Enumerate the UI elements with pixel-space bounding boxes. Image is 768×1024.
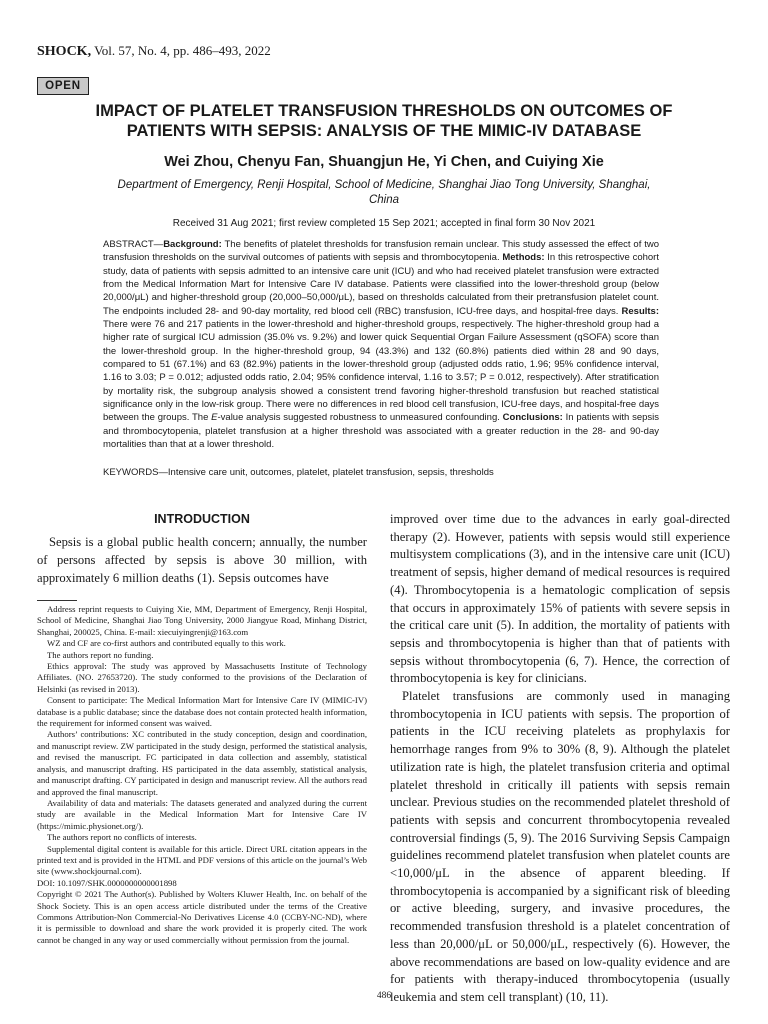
footnote-cofirst: WZ and CF are co-first authors and contributed equally to this work. [47,638,286,649]
footnote-contributions: Authors’ contributions: XC contributed in the study conception, design and coordination, and manuscript review. ZW participated in the study design, performed the statistical analysis, and revised the manuscript. FC participated in data collection and assembly, statistical analysis, and manuscript drafting. HS participated in the data assembly, statistical analysis, and manuscript drafting. CY participated in design and manuscript review. All the authors read and approved the final manuscript. [37,729,367,797]
section-heading: INTRODUCTION [154,512,250,526]
footnote-ethics: Ethics approval: The study was approved by Massachusetts Institute of Technology Affiliates. (NO. 27653720). The study conformed to the provisions of the Declaration of Helsinki (as revised in 2013). [37,661,367,694]
body-paragraph: Platelet transfusions are commonly used in managing thrombocytopenia in ICU patients with sepsis. The proportion of patients in the ICU receiving platelets as prophylaxis for hemorrhage ranges from 9% to 30% (8, 9). Although the platelet utilization rate is high, the platelet transfusion criteria and optimal platelet threshold in critically ill patients with sepsis remain unclear. Previous studies on the recommended platelet threshold of patients with sepsis and concurrent thrombocytopenia revealed controversial findings (5, 9). The 2016 Surviving Sepsis Campaign guidelines recommend platelet transfusion when platelet counts are <10,000/μL in the absence of apparent bleeding. If thrombocytopenia is accompanied by a significant risk of bleeding or active bleeding, surgery, and invasive procedures, the recommended transfusion threshold is a platelet concentration of less than 20,000/μL or 50,000/μL, respectively (6). However, the above recommendations are based on low-quality evidence and are for patients with therapy-induced thrombocytopenia (usually leukemia and stem cell transplant) (10, 11). [390,689,730,1004]
footnote-data-availability: Availability of data and materials: The datasets generated and analyzed during the current study are available in the Medical Information Mart for Intensive Care IV (https://mimic.physionet.org/). [37,797,367,831]
received-dates: Received 31 Aug 2021; first review completed 15 Sep 2021; accepted in final form 30 Nov 2021 [172,218,596,229]
footnotes [37,604,367,946]
abstract-prefix: ABSTRACT— [103,239,164,250]
affiliation-line: Department of Emergency, Renji Hospital, School of Medicine, Shanghai Jiao Tong University, Shanghai, [117,179,651,191]
affiliation-line: China [368,194,400,206]
methods-text: In this retrospective cohort study, data of patients with sepsis admitted to an intensive care unit (ICU) and who had received platelet transfusion were extracted from the Medical Information Mart for Intensive Care IV database. Patients were classified into the lower-threshold group (below 20,000/μL) and higher-threshold group (20,000–50,000/μL), based on thresholds calculated from their pretransfusion platelet count. The endpoints included 28- and 90-day mortality, red blood cell (RBC) transfusion, ICU-free days, and hospital-free days. [103,252,659,317]
abstract [103,238,659,452]
page-number: 486 [376,991,392,1001]
journal-name: SHOCK, [37,44,92,59]
right-column [390,511,730,1007]
footnote-divider [37,600,77,601]
title-line: IMPACT OF PLATELET TRANSFUSION THRESHOLDS ON OUTCOMES OF [95,102,673,120]
conclusions-label: Conclusions: [502,412,563,424]
conclusions-text: In patients with sepsis and thrombocytopenia, platelet transfusion at a higher threshold was associated with a greater reduction in the 28- and 90-day mortalities than that at a lower threshold. [103,412,659,451]
footnote-copyright: Copyright © 2021 The Author(s). Published by Wolters Kluwer Health, Inc. on behalf of the Shock Society. This is an open access article distributed under the terms of the Creative Commons Attribution-Non Commercial-No Derivatives License 4.0 (CCBY-NC-ND), where it is permissible to download and share the work provided it is properly cited. The work cannot be changed in any way or used commercially without permission from the journal. [37,889,367,945]
footnote-consent: Consent to participate: The Medical Information Mart for Intensive Care IV (MIMIC-IV) database is a public database; since the database does not contain protected health information, the requirement for informed consent was waived. [37,695,367,729]
body-paragraph: improved over time due to the advances in early goal-directed therapy (2). However, patients with sepsis would still experience multisystem complications (3), and in the intensive care unit (ICU) treatment of sepsis, higher demand of medical resources is required (4). Thrombocytopenia is a hematologic complication of sepsis that occurs in approximately 15% of patients with severe sepsis in the critical care unit (5). In addition, the mortality of patients with sepsis and thrombocytopenia is higher than that of patients with sepsis without thrombocytopenia (6, 7). Hence, the correction of thrombocytopenia is key for clinicians. [390,512,730,686]
footnote-doi: DOI: 10.1097/SHK.0000000000001898 [37,877,177,888]
title-line: PATIENTS WITH SEPSIS: ANALYSIS OF THE MIMIC-IV DATABASE [126,122,642,140]
keywords: KEYWORDS—Intensive care unit, outcomes, platelet, platelet transfusion, sepsis, thresholds [103,467,494,478]
footnote-conflicts: The authors report no conflicts of interests. [47,832,197,843]
evalue-term: E [211,412,218,424]
results-tail: -value analysis suggested robustness to unmeasured confounding. [217,412,503,424]
results-label: Results: [621,305,659,317]
volume-info: Vol. 57, No. 4, pp. 486–493, 2022 [91,43,271,58]
footnote-correspondence: Address reprint requests to Cuiying Xie, MM, Department of Emergency, Renji Hospital, School of Medicine, Shanghai Jiao Tong University, 2000 Jiangyue Road, Minhang District, Shanghai, 200025, China. E-mail: xiecuiyingrenji@163.com [37,604,367,637]
footnote-supplemental: Supplemental digital content is available for this article. Direct URL citation appears in the printed text and is provided in the HTML and PDF versions of this article on the journal’s Web site (www.shockjournal.com). [37,843,367,877]
open-access-badge: OPEN [37,77,89,95]
article-title [90,101,678,141]
results-text: There were 76 and 217 patients in the lower-threshold and higher-threshold groups, respectively. The higher-threshold group had a higher rate of surgical ICU admission (35.0% vs. 9.2%) and lower quick Sequential Organ Failure Assessment (qSOFA) score than the lower-threshold group. In the higher-threshold group, 94 (43.3%) and 132 (60.8%) patients died within 28 and 90 days, compared to 51 (67.1%) and 63 (82.9%) patients in the lower-threshold group (adjusted odds ratio, 1.96; 95% confidence interval, 1.16 to 3.03; P = 0.012; adjusted odds ratio, 2.04; 95% confidence interval, 1.16 to 3.57; P = 0.012, respectively). After stratification by mortality risk, the subgroup analysis showed a consistent trend favoring higher-threshold transfusion but reached statistical significance only in the low-risk group. There were no differences in red blood cell transfusion, ICU-free days, and hospital-free days between the groups. The [103,319,659,424]
author-list: Wei Zhou, Chenyu Fan, Shuangjun He, Yi Chen, and Cuiying Xie [164,154,604,170]
journal-citation [37,43,271,60]
background-text: The benefits of platelet thresholds for transfusion remain unclear. This study assessed the effect of two transfusion thresholds on the survival outcomes of patients with sepsis and thrombocytopenia. [103,239,659,264]
methods-label: Methods: [502,252,545,264]
affiliation [100,178,668,208]
footnote-funding: The authors report no funding. [47,649,154,660]
background-label: Background: [163,239,222,250]
intro-paragraph: Sepsis is a global public health concern; annually, the number of persons affected by sepsis is above 30 million, with approximately 6 million deaths (1). Sepsis outcomes have [37,535,367,586]
